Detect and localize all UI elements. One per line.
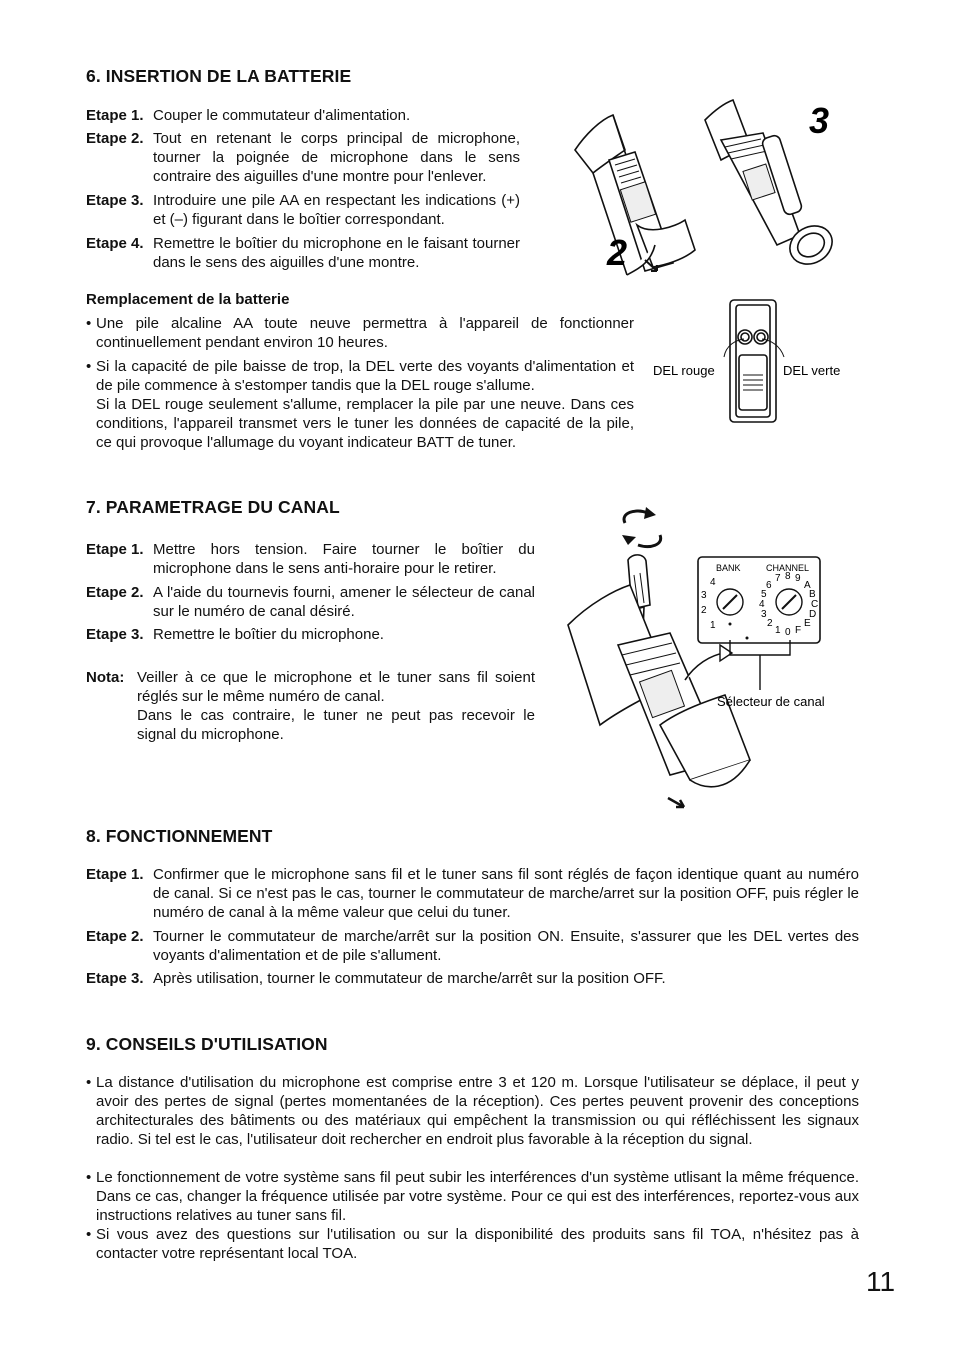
sec9-bullet-1 [86,1073,859,1149]
step-label: Etape 2. [86,130,144,147]
channel-selector-label: Sélecteur de canal [717,694,825,709]
channel-digit: A [804,580,811,591]
sec8-step-2 [86,927,859,965]
sec6-step-2 [86,129,520,186]
step-label: Etape 2. [86,928,144,945]
bullet-text: Le fonctionnement de votre système sans fil peut subir les interférences d'un système utlisant la même fréquence. Dans ce cas, changer la fréquence utilisée par votre système. Pour ce qui est des interférences, reportez-vous aux instructions relatives au tuner sans fil. [96,1169,859,1224]
note-label: Nota: [86,669,125,686]
step-label: Etape 3. [86,970,144,987]
bullet-dot: • [86,358,92,375]
channel-digit: 1 [775,625,781,636]
step-text: Tout en retenant le corps principal de microphone, tourner la poignée de microphone dans le sens contraire des aiguilles d'une montre pour l'enlever. [153,130,520,185]
battery-replacement-subtitle: Remplacement de la batterie [86,291,290,308]
step-text: Tourner le commutateur de marche/arrêt sur la position ON. Ensuite, s'assurer que les DEL vertes des voyants d'alimentation et de pile s'allument. [153,928,859,964]
battery-insertion-illustration [565,95,855,285]
channel-digit: 0 [785,627,791,638]
bullet-dot: • [86,1169,92,1186]
sec6-bullet-1 [86,314,634,352]
channel-digit: 8 [785,571,791,582]
sec7-step-2 [86,583,535,621]
sec6-step-3 [86,191,520,229]
bullet-dot: • [86,1074,92,1091]
bullet-text: La distance d'utilisation du microphone est comprise entre 3 et 120 m. Lorsque l'utilisateur se déplace, il peut y avoir des pertes de signal (pertes momentanées de la réception). Ces pertes peuvent provenir des conceptions architecturales des bâtiments ou des matériaux qui empêchent la transmission ou qui réfléchissent les signaux radio. Si tel est le cas, l'utilisateur doit rechercher en endroit plus favorable à la réception du signal. [96,1074,859,1148]
del-verte-label: DEL verte [783,363,841,378]
bullet-dot: • [86,315,92,332]
sec9-bullet-3 [86,1225,859,1263]
sec7-step-3 [86,625,535,644]
sec7-note [86,668,535,744]
bank-digit: 1 [710,620,716,631]
step-label: Etape 1. [86,541,144,558]
channel-digit: F [795,625,802,636]
step-3-number: 3 [809,100,830,141]
step-label: Etape 3. [86,626,144,643]
del-rouge-label: DEL rouge [653,363,715,378]
step-label: Etape 1. [86,866,144,883]
note-text-continued: Dans le cas contraire, le tuner ne peut pas recevoir le signal du microphone. [137,707,535,743]
sec8-step-1 [86,865,859,922]
channel-digit: 7 [775,573,781,584]
page-number: 11 [866,1266,896,1297]
step-label: Etape 4. [86,235,144,252]
sec6-step-1 [86,106,520,125]
channel-digit: C [811,599,819,610]
note-text: Veiller à ce que le microphone et le tuner sans fil soient réglés sur le même numéro de canal. [137,669,535,705]
step-text: Introduire une pile AA en respectant les indications (+) et (–) figurant dans le boîtier correspondant. [153,192,520,228]
bullet-text: Si vous avez des questions sur l'utilisation ou sur la disponibilité des produits sans fil TOA, n'hésitez pas à contacter votre représentant local TOA. [96,1226,859,1262]
sec9-bullet-2 [86,1168,859,1225]
bank-digit: 4 [710,577,716,588]
section-8-title: 8. FONCTIONNEMENT [86,826,273,846]
bullet-dot: • [86,1226,92,1243]
step-label: Etape 2. [86,584,144,601]
channel-label: CHANNEL [766,563,810,573]
sec7-step-1 [86,540,535,578]
step-label: Etape 3. [86,192,144,209]
channel-digit: 5 [761,589,767,600]
sec6-step-4 [86,234,520,272]
step-text: Mettre hors tension. Faire tourner le boîtier du microphone dans le sens anti-horaire pour le retirer. [153,541,535,577]
channel-digit: D [809,609,817,620]
led-indicator-illustration [650,295,860,430]
bullet-text: Si la capacité de pile baisse de trop, la DEL verte des voyants d'alimentation et de pile commence à s'estomper tandis que la DEL rouge s'allume. [96,358,634,394]
channel-digit: E [804,618,811,629]
channel-digit: B [809,589,816,600]
channel-digit: 2 [767,618,773,629]
channel-digit: 3 [761,609,767,620]
step-text: Après utilisation, tourner le commutateur de marche/arrêt sur la position OFF. [153,970,666,987]
section-6-title: 6. INSERTION DE LA BATTERIE [86,66,352,86]
step-text: Couper le commutateur d'alimentation. [153,107,411,124]
step-2-number: 2 [607,232,628,273]
channel-digit: 6 [766,580,772,591]
bullet-text-continued: Si la DEL rouge seulement s'allume, remplacer la pile par une neuve. Dans ces conditions, l'appareil transmet vers le tuner les données de capacité de la pile, ce qui provoque l'allumage du voyant indicateur BATT de tuner. [96,396,634,451]
sec6-bullet-2 [86,357,634,452]
sec8-step-3 [86,969,859,988]
section-7-title: 7. PARAMETRAGE DU CANAL [86,497,340,517]
bank-digit: 2 [701,605,707,616]
bullet-text: Une pile alcaline AA toute neuve permettra à l'appareil de fonctionner continuellement pendant environ 10 heures. [96,315,634,351]
step-text: Remettre le boîtier du microphone. [153,626,384,643]
step-text: Confirmer que le microphone sans fil et le tuner sans fil sont réglés de façon identique quant au numéro de canal. Si ce n'est pas le cas, tourner le commutateur de marche/arret sur la position OFF, puis régler le numéro de canal à la même valeur que celui du tuner. [153,866,859,921]
step-text: A l'aide du tournevis fourni, amener le sélecteur de canal sur le numéro de canal désiré. [153,584,535,620]
section-9-title: 9. CONSEILS D'UTILISATION [86,1034,328,1054]
channel-digit: 4 [759,599,765,610]
channel-selector-illustration [560,505,860,815]
channel-digit: 9 [795,573,801,584]
step-label: Etape 1. [86,107,144,124]
bank-label: BANK [716,563,741,573]
step-text: Remettre le boîtier du microphone en le faisant tourner dans le sens des aiguilles d'une montre. [153,235,520,271]
bank-digit: 3 [701,590,707,601]
